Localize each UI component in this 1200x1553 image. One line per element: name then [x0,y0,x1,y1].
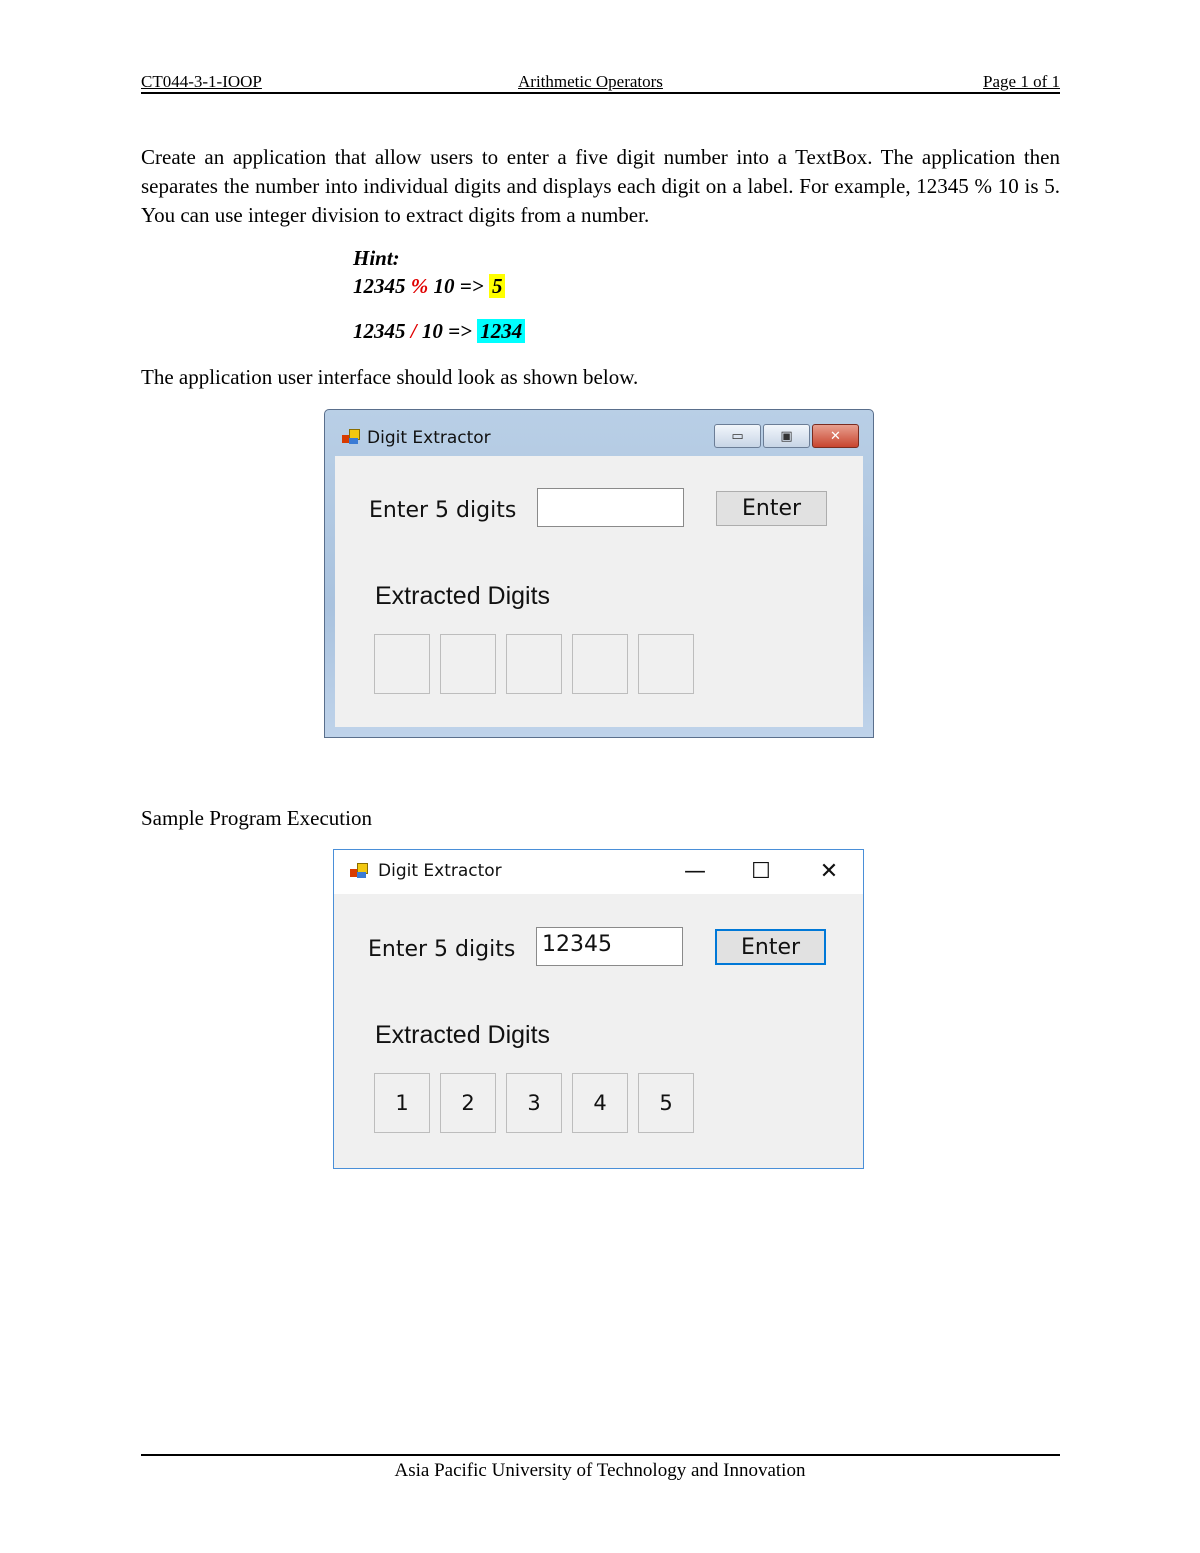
hint-operand: 12345 [353,274,406,298]
digit-label-3 [506,634,562,694]
digit-label-3: 3 [506,1073,562,1133]
page-header [141,72,1060,94]
maximize-button[interactable]: ▣ [763,424,810,448]
hint-line-division [353,319,525,344]
hint-result-highlight: 5 [489,274,506,298]
hint-operand: 12345 [353,319,406,343]
page-number: Page 1 of 1 [983,72,1060,91]
digit-label-2 [440,634,496,694]
window-title: Digit Extractor [378,861,502,881]
ui-caption: The application user interface should look as shown below. [141,365,639,389]
close-button[interactable]: ✕ [819,858,839,884]
digit-label-1 [374,634,430,694]
page-footer: Asia Pacific University of Technology and Innovation [394,1460,806,1481]
document-title: Arithmetic Operators [518,72,663,91]
hint-line-modulo [353,274,505,299]
minimize-button[interactable]: ▭ [714,424,761,448]
digit-extractor-window-sample [333,849,864,1169]
close-button[interactable]: ✕ [812,424,859,448]
digits-input[interactable] [537,488,684,527]
enter-button[interactable]: Enter [715,929,826,965]
digit-label-2: 2 [440,1073,496,1133]
extracted-digits-label: Extracted Digits [375,1021,551,1049]
hint-title: Hint: [353,246,400,270]
hint-expression: 10 => [421,319,473,343]
extracted-digits-label: Extracted Digits [375,582,551,610]
digit-label-1: 1 [374,1073,430,1133]
hint-result-highlight: 1234 [477,319,525,343]
sample-caption: Sample Program Execution [141,806,372,830]
maximize-button[interactable]: ☐ [751,858,771,884]
minimize-button[interactable]: — [684,858,706,884]
prompt-label: Enter 5 digits [369,498,517,523]
form-client-area [335,456,863,727]
form-client-area [334,894,863,1168]
digit-label-5 [638,634,694,694]
hint-expression: 10 => [433,274,484,298]
digit-label-4 [572,634,628,694]
app-icon [350,862,367,879]
app-icon [342,428,359,445]
footer-divider [141,1454,1060,1456]
window-title: Digit Extractor [367,428,491,448]
prompt-label: Enter 5 digits [368,937,516,962]
division-operator: / [410,319,417,343]
digit-label-4: 4 [572,1073,628,1133]
digits-input[interactable]: 12345 [536,927,683,966]
course-code: CT044-3-1-IOOP [141,72,262,91]
modulo-operator: % [410,274,429,298]
enter-button[interactable]: Enter [716,491,827,526]
digit-label-5: 5 [638,1073,694,1133]
task-description: Create an application that allow users to enter a five digit number into a TextBox. The application then separates the number into individual digits and displays each digit on a label. For example, 12345 % 10 is 5. You can use integer division to extract digits from a number. [141,145,1060,227]
digit-extractor-window-design [324,409,874,738]
